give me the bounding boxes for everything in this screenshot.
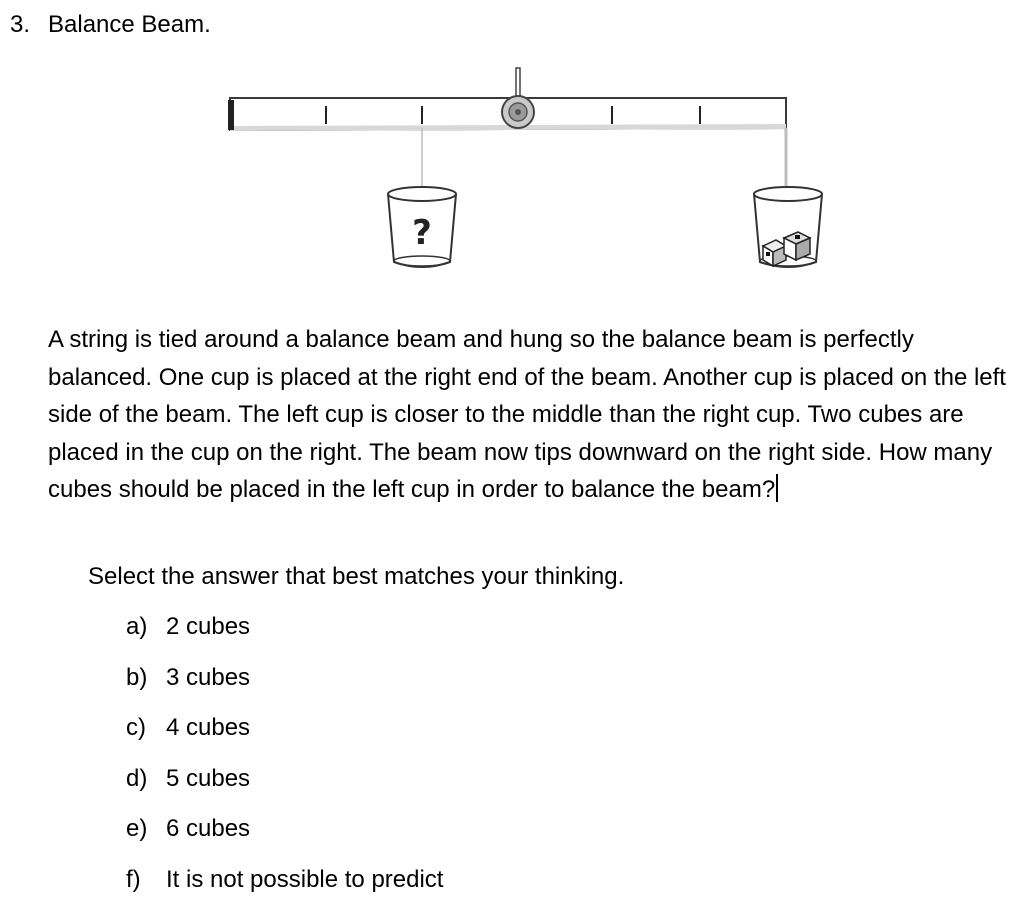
option-letter: c) [126, 713, 166, 743]
answer-option-d[interactable] [126, 764, 443, 815]
question-header [10, 10, 211, 40]
option-text: 3 cubes [166, 664, 250, 691]
answer-option-a[interactable] [126, 612, 443, 663]
option-text: 5 cubes [166, 765, 250, 792]
option-letter: f) [126, 865, 166, 895]
option-letter: e) [126, 814, 166, 844]
question-number: 3. [10, 10, 48, 40]
option-letter: b) [126, 663, 166, 693]
right-cup [754, 187, 822, 267]
question-title: Balance Beam. [48, 11, 211, 38]
option-text: 4 cubes [166, 714, 250, 741]
option-text: 6 cubes [166, 815, 250, 842]
answer-option-b[interactable] [126, 663, 443, 714]
text-cursor [776, 474, 778, 502]
answer-option-f[interactable] [126, 865, 443, 915]
left-cup [388, 187, 456, 267]
option-text: 2 cubes [166, 613, 250, 640]
question-prompt-text: A string is tied around a balance beam and hung so the balance beam is perfectly balanced. One cup is placed at the right end of the beam. Another cup is placed on the left side of the beam. The left cup is closer to the middle than the right cup. Two cubes are placed in the cup on the right. The beam now tips downward on the right side. How many cubes should be placed in the left cup in order to balance the beam? [48, 326, 1006, 503]
option-letter: d) [126, 764, 166, 794]
answer-instruction: Select the answer that best matches your thinking. [88, 562, 624, 592]
cube [763, 240, 786, 266]
answer-option-c[interactable] [126, 713, 443, 764]
option-letter: a) [126, 612, 166, 642]
question-prompt [48, 321, 1014, 509]
option-text: It is not possible to predict [166, 866, 443, 893]
answer-options [126, 612, 443, 915]
mystery-question-mark: ? [412, 213, 432, 253]
cube [784, 232, 810, 260]
answer-option-e[interactable] [126, 814, 443, 865]
balance-beam-figure [220, 62, 830, 277]
